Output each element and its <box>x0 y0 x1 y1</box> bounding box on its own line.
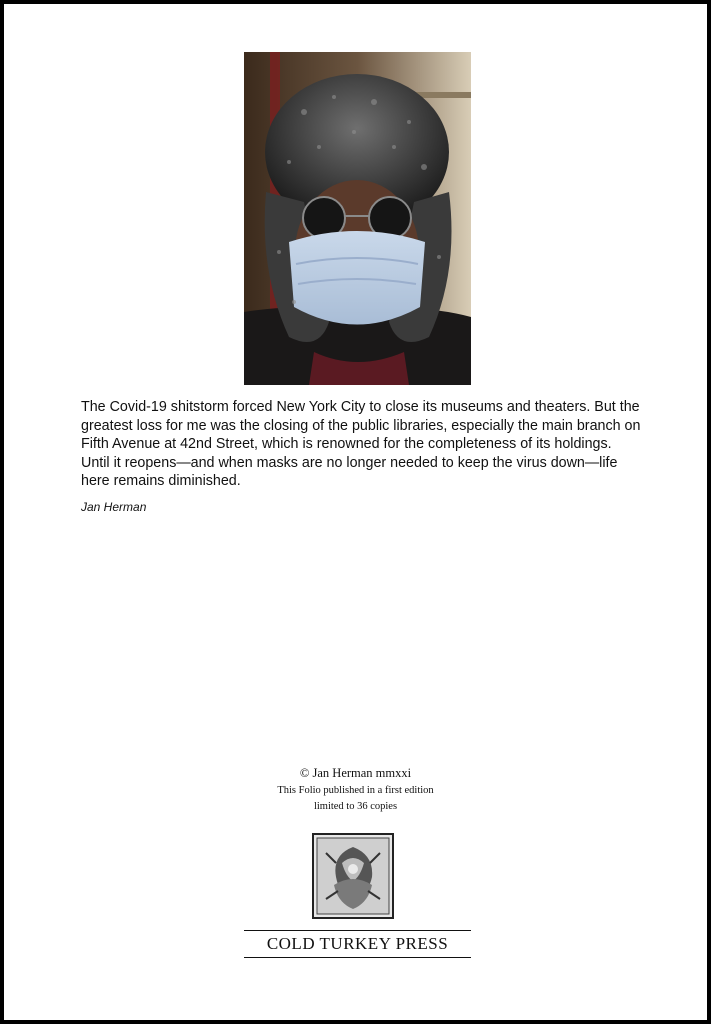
copyright-line: © Jan Herman mmxxi <box>299 766 412 780</box>
caption-text: The Covid-19 shitstorm forced New York City to close its museums and theaters. But the greatest loss for me was the closing of the public libraries, especially the main branch on Fifth Avenue at 42nd Street, which is renowned for the completeness of its holdings. Until it reopens—and when masks are no longer needed to keep the virus down—life here remains diminished. <box>81 399 641 490</box>
press-device-icon <box>312 833 394 919</box>
edition-line-2: limited to 36 copies <box>313 801 398 812</box>
press-name: COLD TURKEY PRESS <box>244 930 471 958</box>
author-photo <box>244 52 471 385</box>
edition-line-1: This Folio published in a first edition <box>277 785 434 796</box>
photo-illustration <box>244 52 471 385</box>
caption-author: Jan Herman <box>81 500 147 514</box>
